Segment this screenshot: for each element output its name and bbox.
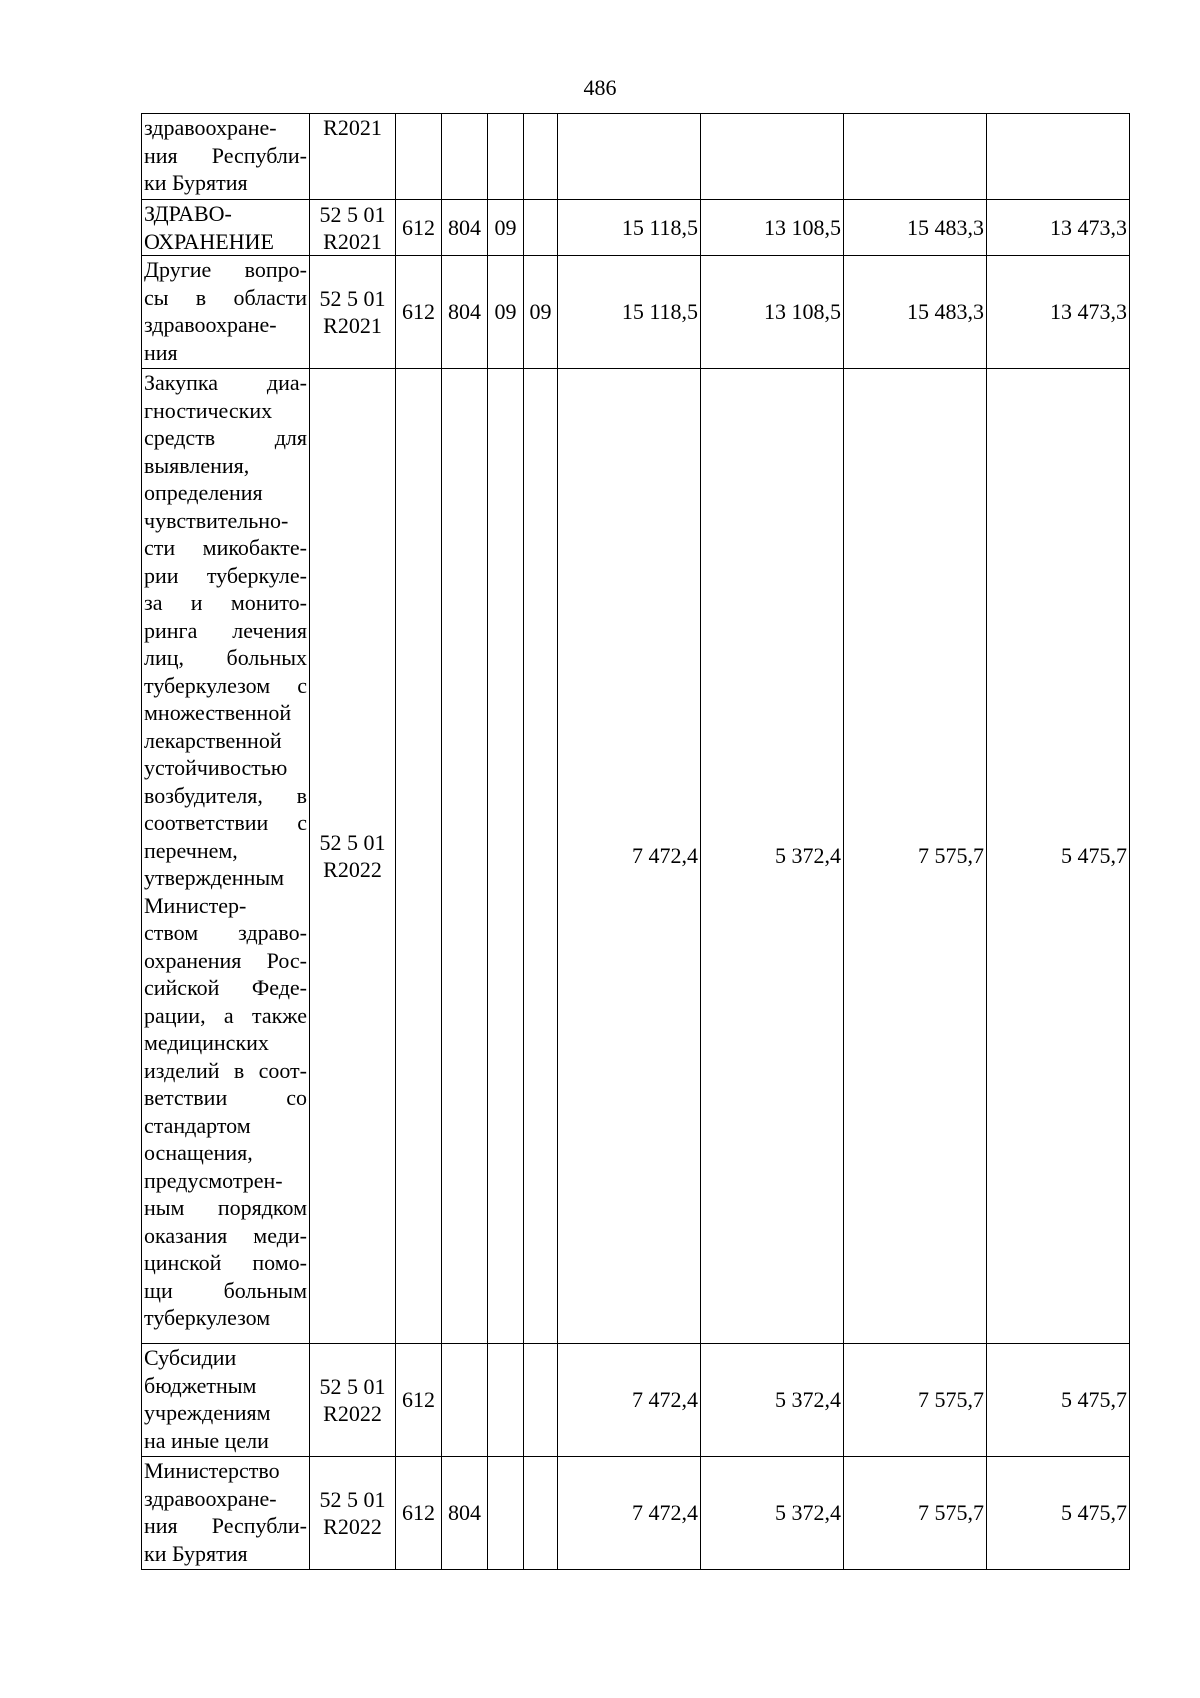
- table-row: [142, 200, 1130, 256]
- amount-cell-1: 15 118,5: [558, 256, 701, 369]
- expense-name-line: Субсидии: [144, 1345, 237, 1370]
- expense-name-line: ния: [144, 339, 178, 365]
- expense-name-line: Другие вопро-: [144, 257, 307, 282]
- target-article-cell: [310, 369, 396, 1344]
- amount-cell-4: 5 475,7: [987, 1457, 1130, 1570]
- page-number: 486: [583, 75, 617, 100]
- expense-name-line: ния Республи-: [144, 1513, 307, 1538]
- table-row: [142, 1457, 1130, 1570]
- expense-name-line: сти микобакте-: [144, 535, 307, 560]
- expense-name-line: оказания меди-: [144, 1222, 307, 1248]
- target-article-line: 52 5 01: [319, 830, 386, 855]
- subsection-code-cell: [524, 114, 558, 200]
- expense-name-line: ством здраво-: [144, 920, 307, 945]
- expense-name-line: стандартом: [144, 1112, 251, 1138]
- section-code-cell: [488, 114, 524, 200]
- target-article-line: 52 5 01: [319, 1374, 386, 1399]
- amount-cell-4: 5 475,7: [987, 369, 1130, 1344]
- target-article-cell: [310, 200, 396, 256]
- expense-name-line: за и монито-: [144, 590, 307, 615]
- subsection-code-cell: [524, 1457, 558, 1570]
- expense-name-line: гностических: [144, 397, 273, 423]
- expense-name-line: предусмотрен-: [144, 1167, 283, 1193]
- amount-cell-3: 7 575,7: [844, 1457, 987, 1570]
- expense-name-line: Министерство: [144, 1458, 280, 1483]
- expense-name-line: медицинских: [144, 1030, 269, 1055]
- amount-cell-1: 7 472,4: [558, 1344, 701, 1457]
- target-article-line: R2021: [323, 115, 382, 140]
- section-code-cell: [488, 1457, 524, 1570]
- expense-type-cell: 612: [396, 1457, 442, 1570]
- amount-cell-1: [558, 114, 701, 200]
- section-code-cell: 09: [488, 200, 524, 256]
- target-article-line: 52 5 01: [319, 201, 386, 227]
- subsection-code-cell: [524, 200, 558, 256]
- department-code-cell: [442, 369, 488, 1344]
- expense-name-cell: [142, 200, 310, 256]
- department-code-cell: 804: [442, 1457, 488, 1570]
- expense-type-cell: 612: [396, 1344, 442, 1457]
- amount-cell-1: 7 472,4: [558, 1457, 701, 1570]
- expense-name-line: оснащения,: [144, 1140, 253, 1165]
- expense-name-line: перечнем,: [144, 837, 238, 863]
- amount-cell-2: 5 372,4: [701, 1344, 844, 1457]
- table-row: [142, 256, 1130, 369]
- target-article-line: R2021: [323, 313, 382, 338]
- amount-cell-2: [701, 114, 844, 200]
- target-article-cell: [310, 114, 396, 200]
- amount-cell-1: 7 472,4: [558, 369, 701, 1344]
- section-code-cell: [488, 369, 524, 1344]
- subsection-code-cell: [524, 369, 558, 1344]
- amount-cell-2: 13 108,5: [701, 256, 844, 369]
- amount-cell-1: 15 118,5: [558, 200, 701, 256]
- amount-cell-3: 7 575,7: [844, 1344, 987, 1457]
- department-code-cell: [442, 114, 488, 200]
- department-code-cell: 804: [442, 200, 488, 256]
- table-row: [142, 369, 1130, 1344]
- expense-type-cell: [396, 114, 442, 200]
- expense-name-line: лекарственной: [144, 727, 282, 753]
- target-article-line: 52 5 01: [319, 1487, 386, 1512]
- expense-name-cell: [142, 1457, 310, 1570]
- expense-name-line: на иные цели: [144, 1427, 269, 1453]
- expense-name-line: ным порядком: [144, 1195, 307, 1220]
- target-article-line: R2022: [323, 857, 382, 882]
- expense-name-cell: [142, 114, 310, 200]
- section-code-cell: 09: [488, 256, 524, 369]
- expense-name-line: бюджетным: [144, 1372, 257, 1398]
- expense-name-line: здравоохране-: [144, 312, 277, 337]
- department-code-cell: [442, 1344, 488, 1457]
- expense-name-line: ОХРАНЕНИЕ: [144, 228, 274, 254]
- expense-name-line: сы в области: [144, 284, 307, 310]
- expense-name-line: изделий в соот-: [144, 1057, 307, 1083]
- expense-name-cell: [142, 1344, 310, 1457]
- table-row: [142, 114, 1130, 200]
- table-row: [142, 1344, 1130, 1457]
- amount-cell-3: 15 483,3: [844, 256, 987, 369]
- amount-cell-3: 15 483,3: [844, 200, 987, 256]
- amount-cell-4: 13 473,3: [987, 256, 1130, 369]
- expense-name-line: выявления,: [144, 452, 250, 478]
- target-article-cell: [310, 1344, 396, 1457]
- expense-name-line: учреждениям: [144, 1400, 271, 1425]
- expense-name-line: ки Бурятия: [144, 1540, 248, 1566]
- expense-name-line: ки Бурятия: [144, 170, 248, 195]
- target-article-line: 52 5 01: [319, 286, 386, 311]
- expense-name-line: множественной: [144, 700, 292, 725]
- expense-name-line: рии туберкуле-: [144, 562, 307, 588]
- expense-name-line: ринга лечения: [144, 617, 307, 643]
- expense-name-line: ветствии со: [144, 1085, 307, 1110]
- target-article-line: R2022: [323, 1401, 382, 1426]
- amount-cell-3: 7 575,7: [844, 369, 987, 1344]
- budget-table: [141, 113, 1130, 1570]
- expense-type-cell: 612: [396, 200, 442, 256]
- expense-name-line: Закупка диа-: [144, 370, 307, 395]
- amount-cell-4: 13 473,3: [987, 200, 1130, 256]
- department-code-cell: 804: [442, 256, 488, 369]
- expense-name-line: соответствии с: [144, 810, 307, 835]
- amount-cell-4: [987, 114, 1130, 200]
- expense-name-line: здравоохране-: [144, 115, 277, 140]
- amount-cell-4: 5 475,7: [987, 1344, 1130, 1457]
- amount-cell-3: [844, 114, 987, 200]
- target-article-line: R2021: [323, 228, 382, 254]
- expense-name-line: ния Республи-: [144, 142, 307, 168]
- expense-name-line: сийской Феде-: [144, 975, 307, 1000]
- expense-name-line: рации, а также: [144, 1002, 307, 1028]
- subsection-code-cell: [524, 1344, 558, 1457]
- expense-name-line: утвержденным: [144, 865, 285, 890]
- expense-name-line: средств для: [144, 425, 307, 450]
- expense-name-line: Министер-: [144, 892, 247, 918]
- expense-name-line: цинской помо-: [144, 1250, 307, 1275]
- amount-cell-2: 5 372,4: [701, 369, 844, 1344]
- expense-name-line: охранения Рос-: [144, 947, 307, 973]
- expense-name-line: устойчивостью: [144, 755, 288, 780]
- target-article-cell: [310, 256, 396, 369]
- expense-name-line: лиц, больных: [144, 645, 307, 670]
- expense-name-line: возбудителя, в: [144, 782, 307, 808]
- amount-cell-2: 13 108,5: [701, 200, 844, 256]
- table-body: [142, 114, 1130, 1570]
- expense-name-line: ЗДРАВО-: [144, 201, 232, 226]
- expense-name-line: чувствительно-: [144, 507, 289, 533]
- expense-name-line: щи больным: [144, 1277, 307, 1303]
- expense-name-line: определения: [144, 480, 263, 505]
- expense-name-line: здравоохране-: [144, 1485, 277, 1511]
- expense-name-cell: [142, 256, 310, 369]
- expense-type-cell: 612: [396, 256, 442, 369]
- expense-type-cell: [396, 369, 442, 1344]
- target-article-line: R2022: [323, 1514, 382, 1539]
- expense-name-line: туберкулезом: [144, 1305, 271, 1330]
- amount-cell-2: 5 372,4: [701, 1457, 844, 1570]
- expense-name-line: туберкулезом с: [144, 672, 307, 698]
- section-code-cell: [488, 1344, 524, 1457]
- target-article-cell: [310, 1457, 396, 1570]
- subsection-code-cell: 09: [524, 256, 558, 369]
- expense-name-cell: [142, 369, 310, 1344]
